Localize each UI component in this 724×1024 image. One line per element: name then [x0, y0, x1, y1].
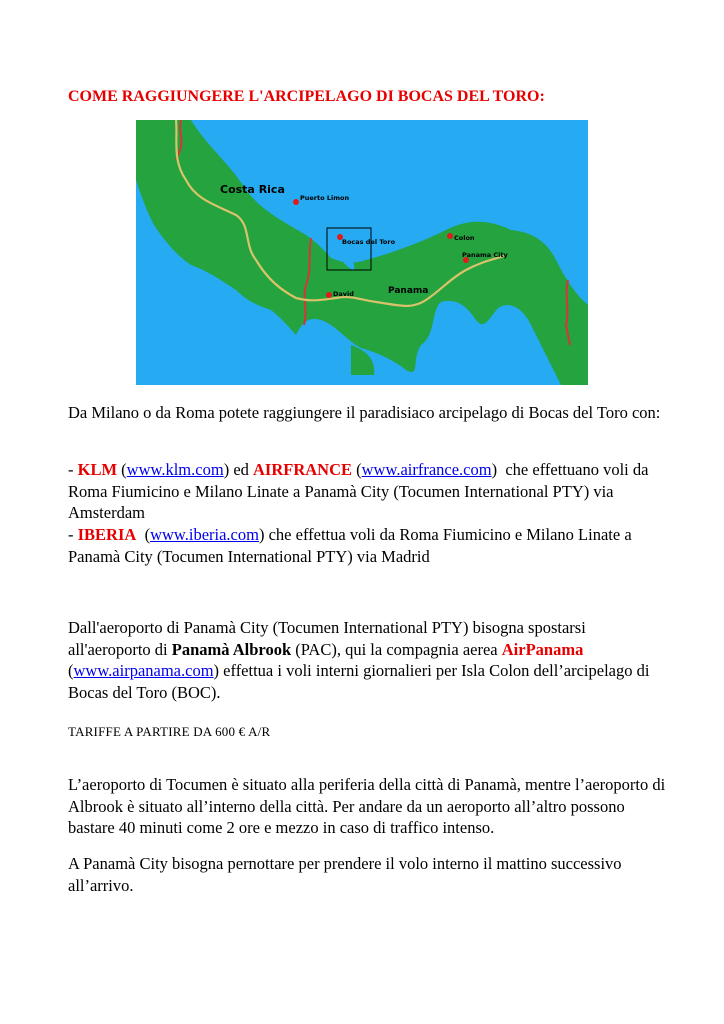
option1-text: che effettuano voli da Roma Fiumicino e Milano Linate a Panamà City (Tocumen International PTY) via Amsterdam [68, 460, 649, 522]
city-marker-david [326, 292, 332, 298]
link-airpanama[interactable]: www.airpanama.com [73, 661, 214, 680]
albrook-airport: Panamà Albrook [171, 639, 292, 659]
transfer-paragraph: Dall'aeroporto di Panamà City (Tocumen International PTY) bisogna spostarsi all'aeroporto di Panamà Albrook (PAC), qui la compagnia aerea AirPanama (www.airpanama.com) effettua i voli interni giornalieri per Isla Colon dell’arcipelago di Bocas del Toro (BOC). [68, 618, 650, 702]
airline-iberia: IBERIA [77, 525, 137, 544]
option2-text: che effettua voli da Roma Fiumicino e Milano Linate a Panamà City (Tocumen International PTY) via Madrid [68, 525, 632, 566]
tariffe-note: TARIFFE A PARTIRE DA 600 € A/R [68, 724, 271, 739]
link-iberia[interactable]: www.iberia.com [150, 525, 259, 544]
map-label-panama: Panama [388, 286, 429, 296]
overnight-paragraph: A Panamà City bisogna pernottare per prendere il volo interno il mattino successivo all’arrivo. [68, 854, 622, 895]
intro-paragraph: Da Milano o da Roma potete raggiungere il paradisiaco arcipelago di Bocas del Toro con: [68, 403, 661, 422]
map-label-costa-rica: Costa Rica [220, 183, 285, 196]
map-label-bocas: Bocas del Toro [342, 238, 396, 246]
city-marker-puerto-limon [293, 199, 299, 205]
transfer-part2: (PAC), qui la compagnia aerea [295, 639, 498, 659]
link-klm[interactable]: www.klm.com [126, 460, 224, 479]
option-klm-airfrance: - KLM (www.klm.com) ed AIRFRANCE (www.airfrance.com) che effettuano voli da Roma Fiumicino e Milano Linate a Panamà City (Tocumen International PTY) via Amsterdam [68, 460, 649, 522]
link-airfrance[interactable]: www.airfrance.com [361, 460, 492, 479]
page-title: COME RAGGIUNGERE L'ARCIPELAGO DI BOCAS DEL TORO: [68, 88, 545, 105]
map-label-puerto-limon: Puerto Limon [300, 194, 350, 202]
airline-klm: KLM [77, 460, 118, 479]
conjunction-ed: ed [233, 460, 249, 479]
option-iberia: - IBERIA (www.iberia.com) che effettua voli da Roma Fiumicino e Milano Linate a Panamà City (Tocumen International PTY) via Madrid [68, 525, 632, 566]
airline-airfrance: AIRFRANCE [253, 460, 353, 479]
transfer-part1: Dall'aeroporto di Panamà City (Tocumen International PTY) bisogna spostarsi all'aeroporto di [68, 618, 586, 659]
airports-paragraph: L’aeroporto di Tocumen è situato alla periferia della città di Panamà, mentre l’aeroporto di Albrook è situato all’interno della città. Per andare da un aeroporto all’altro possono bastare 40 minuti come 2 ore e mezzo in caso di traffico intenso. [68, 775, 666, 837]
airline-airpanama: AirPanama [501, 639, 584, 659]
map-island [489, 291, 499, 299]
city-marker-colon [447, 233, 453, 239]
map-label-colon: Colon [454, 234, 475, 242]
dash: - [68, 460, 78, 479]
map-label-panama-city: Panama City [462, 251, 508, 259]
map-image [136, 120, 588, 385]
dash: - [68, 525, 78, 544]
transfer-part3: effettua i voli interni giornalieri per Isla Colon dell’arcipelago di Bocas del Toro (BOC). [68, 661, 650, 702]
map-label-david: David [333, 290, 354, 298]
